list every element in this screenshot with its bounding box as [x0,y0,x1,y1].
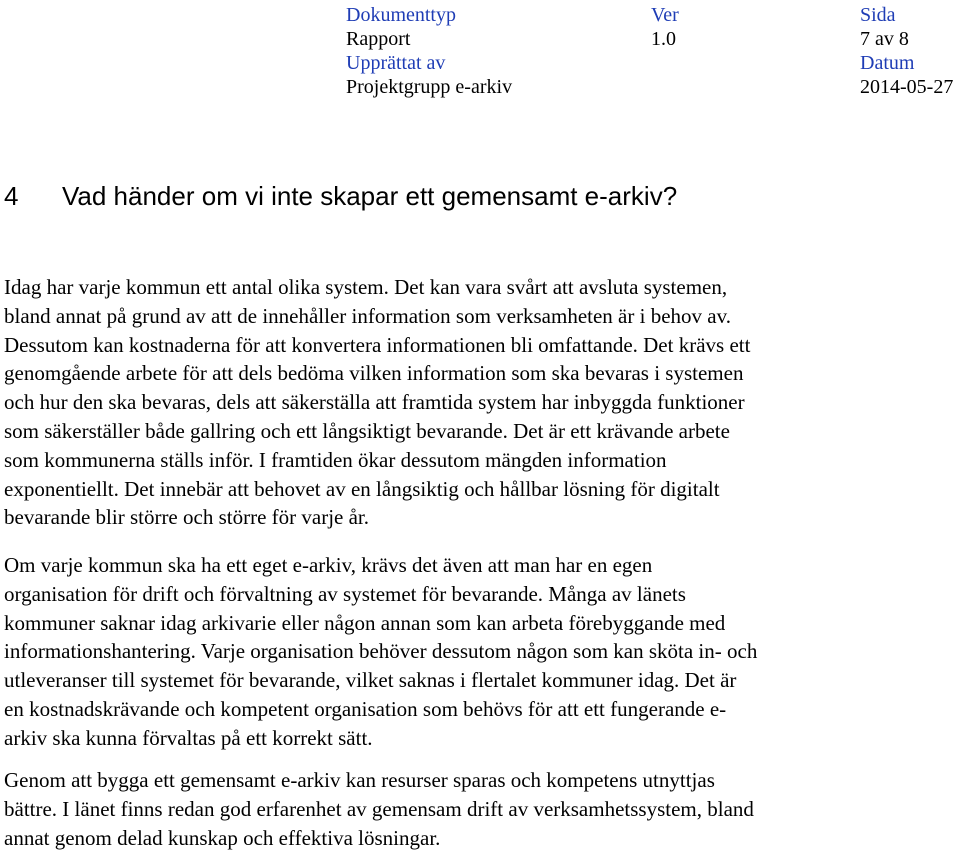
header-row-labels-1 [0,3,960,27]
header-row-labels-2 [0,51,960,75]
header-row-values-2 [0,75,960,99]
doctype-label: Dokumenttyp [346,4,456,26]
date-value: 2014-05-27 [860,76,954,98]
version-label: Ver [651,4,679,26]
paragraph-line: genomgående arbete för att dels bedöma vilken information som ska bevaras i systemen [4,361,744,386]
paragraph-3 [4,766,959,852]
header-row-values-1 [0,27,960,51]
page-label: Sida [860,4,896,26]
paragraph-line: som kommunerna ställs inför. I framtiden ökar dessutom mängden information [4,447,667,472]
section-title: Vad händer om vi inte skapar ett gemensamt e-arkiv? [62,181,678,211]
paragraph-line: som säkerställer både gallring och ett långsiktigt bevarande. Det är ett krävande arbete [4,418,730,443]
paragraph-line: organisation för drift och förvaltning av systemet för bevarande. Många av länets [4,581,686,606]
page-value: 7 av 8 [860,28,909,50]
version-value: 1.0 [651,28,676,50]
paragraph-line: annat genom delad kunskap och effektiva lösningar. [4,825,441,850]
paragraph-line: exponentiellt. Det innebär att behovet av en långsiktig och hållbar lösning för digitalt [4,476,720,501]
paragraph-line: bättre. I länet finns redan god erfarenhet av gemensam drift av verksamhetssystem, bland [4,796,754,821]
paragraph-line: bevarande blir större och större för varje år. [4,505,369,530]
paragraph-line: Dessutom kan kostnaderna för att konvertera informationen bli omfattande. Det krävs ett [4,332,751,357]
author-label: Upprättat av [346,52,446,74]
paragraph-line: en kostnadskrävande och kompetent organisation som behövs för att ett fungerande e- [4,696,727,721]
author-value: Projektgrupp e-arkiv [346,76,513,98]
paragraph-line: arkiv ska kunna förvaltas på ett korrekt sätt. [4,725,373,750]
date-label: Datum [860,52,915,74]
paragraph-2 [4,551,959,753]
paragraph-line: Genom att bygga ett gemensamt e-arkiv kan resurser sparas och kompetens utnyttjas [4,768,715,792]
paragraph-1 [4,273,959,532]
paragraph-line: Om varje kommun ska ha ett eget e-arkiv, krävs det även att man har en egen [4,553,653,577]
doctype-value: Rapport [346,28,411,50]
paragraph-line: och hur den ska bevaras, dels att säkerställa att framtida system har inbyggda funktioner [4,390,745,415]
paragraph-line: Idag har varje kommun ett antal olika system. Det kan vara svårt att avsluta systemen, [4,275,728,299]
paragraph-line: utleveranser till systemet för bevarande, vilket saknas i flertalet kommuner idag. Det är [4,668,737,693]
paragraph-line: bland annat på grund av att de innehåller information som verksamheten är i behov av. [4,303,731,328]
section-number: 4 [4,181,19,211]
section-heading [4,180,677,212]
paragraph-line: informationshantering. Varje organisation behöver dessutom någon som kan sköta in- och [4,639,758,664]
paragraph-line: kommuner saknar idag arkivarie eller någon annan som kan arbeta förebyggande med [4,610,726,635]
